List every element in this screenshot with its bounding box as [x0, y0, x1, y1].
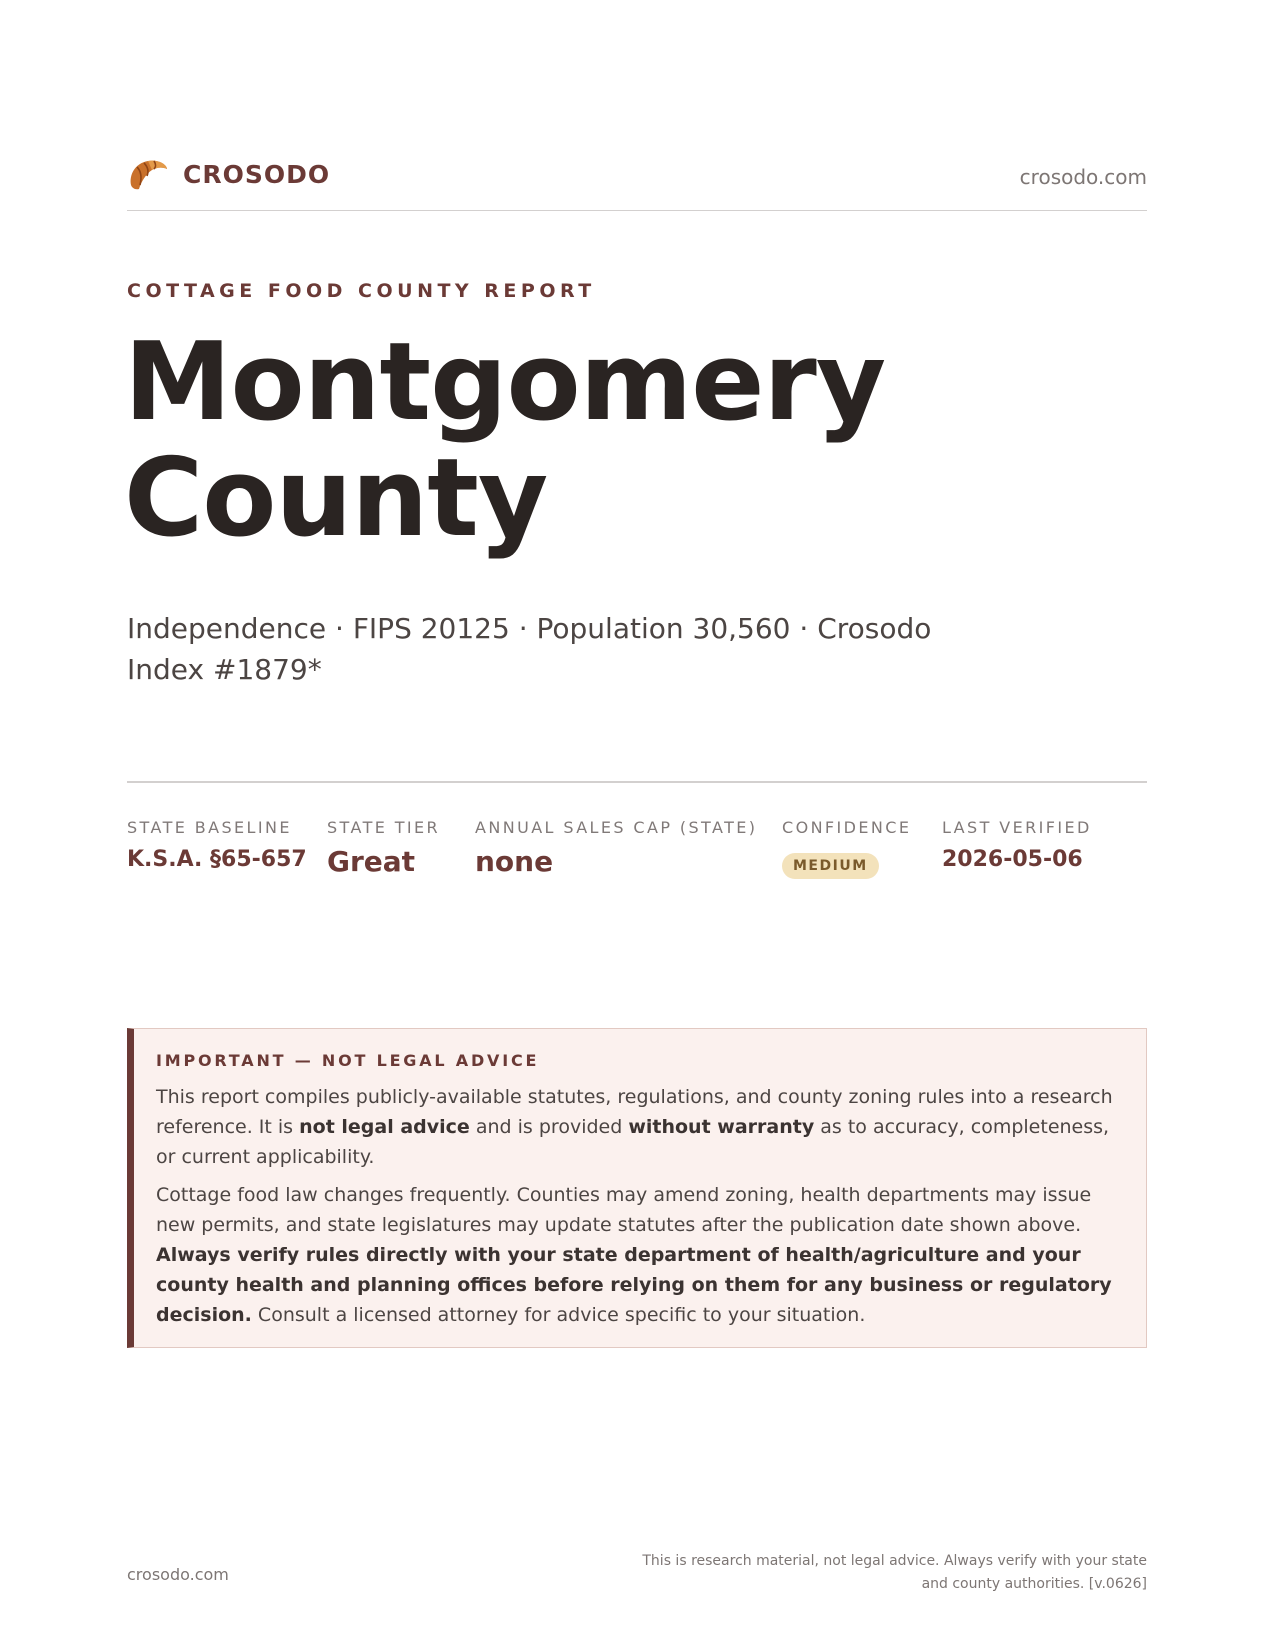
fact-label: ANNUAL SALES CAP (STATE) [475, 818, 758, 837]
confidence-badge: MEDIUM [782, 853, 879, 879]
croissant-icon [127, 155, 169, 193]
county-title [124, 320, 886, 561]
notice-text: This report compiles publicly-available statutes, regulations, and county zoning rules into a research reference. It is [156, 1086, 1113, 1138]
notice-text: Consult a licensed attorney for advice specific to your situation. [251, 1304, 866, 1326]
report-eyebrow: COTTAGE FOOD COUNTY REPORT [127, 280, 596, 302]
footer-disclaimer-line: and county authorities. [v.0626] [921, 1576, 1147, 1592]
notice-emphasis: not legal advice [299, 1116, 470, 1138]
brand-name: CROSODO [183, 159, 331, 189]
footer-disclaimer-line: This is research material, not legal advice. Always verify with your state [642, 1553, 1147, 1569]
notice-emphasis: without warranty [628, 1116, 815, 1138]
notice-emphasis: Always verify rules directly with your state department of health/agriculture and your county health and planning offices before relying on them for any business or regulatory decision. [156, 1244, 1112, 1326]
brand[interactable] [127, 155, 330, 193]
notice-title: IMPORTANT — NOT LEGAL ADVICE [156, 1051, 540, 1070]
footer-site-url[interactable]: crosodo.com [127, 1565, 229, 1584]
fact-label: CONFIDENCE [782, 818, 912, 837]
county-subtitle: Independence · FIPS 20125 · Population 30,560 · Crosodo Index #1879* [127, 612, 932, 686]
fact-state-baseline [127, 818, 307, 872]
fact-label: STATE BASELINE [127, 818, 292, 837]
notice-text: and is provided [469, 1116, 629, 1138]
notice-paragraph-1 [156, 1082, 1122, 1172]
fact-confidence [782, 818, 911, 879]
fact-value: none [475, 845, 554, 878]
fact-last-verified [942, 818, 1092, 872]
fact-state-tier [327, 818, 440, 878]
notice-paragraph-2 [156, 1180, 1122, 1330]
fact-value: 2026-05-06 [942, 847, 1083, 872]
page-header [127, 155, 1147, 211]
facts-divider [127, 781, 1147, 783]
fact-annual-sales-cap [475, 818, 757, 878]
fact-label: STATE TIER [327, 818, 441, 837]
fact-label: LAST VERIFIED [942, 818, 1092, 837]
footer-disclaimer [587, 1550, 1147, 1596]
fact-value: K.S.A. §65-657 [127, 847, 307, 872]
fact-value: Great [327, 845, 416, 878]
legal-notice [127, 1028, 1147, 1348]
notice-text: Cottage food law changes frequently. Counties may amend zoning, health departments may issue new permits, and state legislatures may update statutes after the publication date shown above. [156, 1184, 1092, 1236]
county-title-line2: County [124, 436, 548, 561]
notice-text: as to accuracy, completeness, or current applicability. [156, 1116, 1110, 1168]
county-title-line1: Montgomery [124, 320, 886, 445]
site-url-link[interactable]: crosodo.com [1019, 165, 1147, 189]
